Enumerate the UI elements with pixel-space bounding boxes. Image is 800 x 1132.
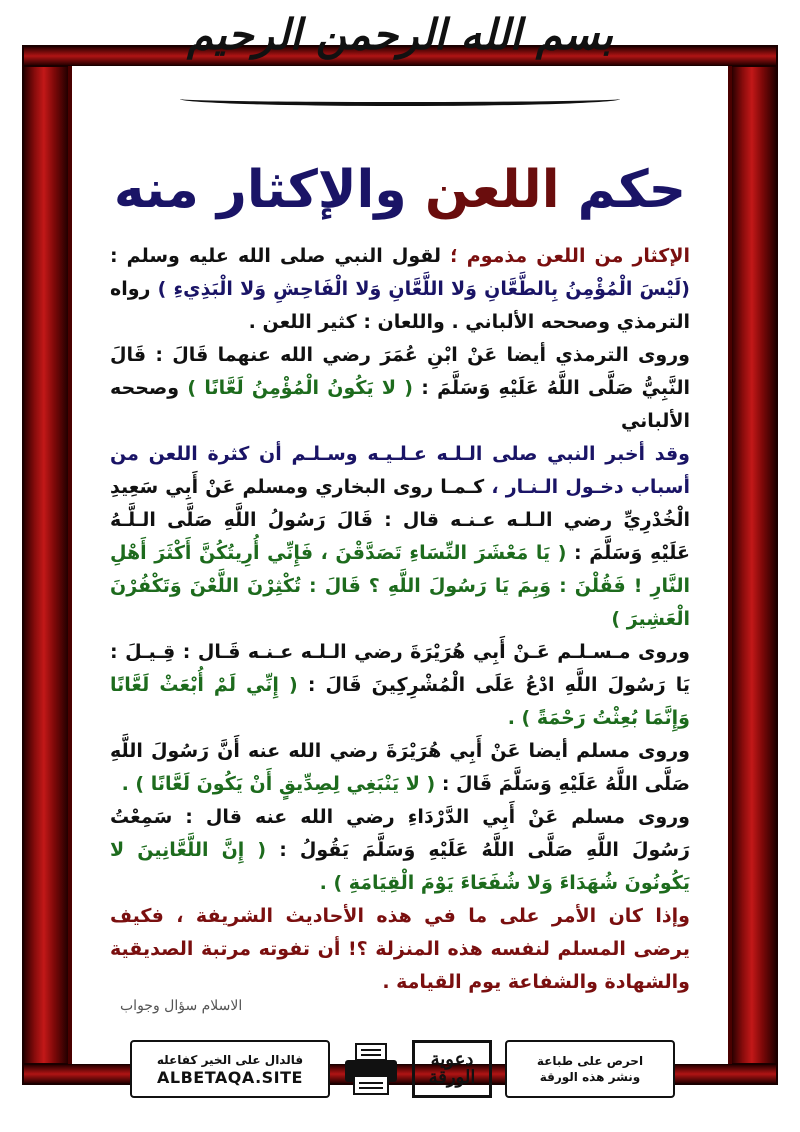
p2-end: وصححه الألباني	[110, 377, 690, 432]
article-body	[110, 240, 690, 999]
paragraph-4	[110, 636, 690, 735]
title-word-2: اللعن	[424, 160, 560, 220]
basmala-text: بسم الله الرحمن الرحيم	[187, 10, 613, 59]
p4-text: وروى مـسـلـم عَـنْ أَبِي هُرَيْرَةَ رضي الـلـه عـنـه قَـال : قِـيـلَ : يَا رَسُولَ اللَّهِ ادْعُ عَلَى الْمُشْرِكِينَ قَالَ :	[110, 641, 691, 696]
title-word-1: حكم	[577, 160, 687, 220]
page-title	[0, 160, 800, 220]
basmala-calligraphy	[0, 10, 800, 110]
source-attribution: الاسلام سؤال وجواب	[120, 998, 243, 1014]
paragraph-1	[110, 240, 690, 339]
p2-hadith: ( لا يَكُونُ الْمُؤْمِنُ لَعَّانًا )	[187, 377, 413, 399]
footer-bar	[130, 1040, 675, 1102]
p3-lead: وقد أخبر النبي صلى الـلـه عـلـيـه وسـلـم أن كثرة اللعن من أسباب دخـول الـنـار ،	[110, 443, 691, 498]
p1-hadith: (لَيْسَ الْمُؤْمِنُ بِالطَّعَّانِ وَلا اللَّعَّانِ وَلا الْفَاحِشِ وَلا الْبَذِيءِ )	[157, 278, 690, 300]
p1-lead: الإكثار من اللعن مذموم ؛	[450, 245, 690, 267]
paragraph-5	[110, 735, 690, 801]
paragraph-7	[110, 900, 690, 999]
p6-text: وروى مسلم عَنْ أَبِي الدَّرْدَاءِ رضي الله عنه قال : سَمِعْتُ رَسُولَ اللَّهِ صَلَّى اللَّهُ عَلَيْهِ وَسَلَّمَ يَقُولُ :	[110, 806, 690, 861]
footer-print-line-2: ونشر هذه الورقة	[539, 1070, 641, 1084]
footer-print-box	[505, 1040, 675, 1098]
paragraph-3	[110, 438, 690, 636]
p5-hadith: ( لا يَنْبَغِي لِصِدِّيقٍ أَنْ يَكُونَ لَعَّانًا ) .	[121, 773, 436, 795]
logo-mark: دعوية الورقة	[412, 1040, 492, 1098]
footer-proverb: فالدال على الخير كفاعله	[156, 1052, 304, 1067]
p5-text: وروى مسلم أيضا عَنْ أَبِي هُرَيْرَةَ رضي الله عنه أَنَّ رَسُولَ اللَّهِ صَلَّى اللَّهُ عَلَيْهِ وَسَلَّمَ قَالَ :	[110, 740, 690, 795]
paragraph-2	[110, 339, 690, 438]
title-word-3: والإكثار منه	[113, 160, 407, 220]
footer-print-line-1: احرص على طباعة	[536, 1054, 644, 1068]
p3-hadith: ( يَا مَعْشَرَ النِّسَاءِ تَصَدَّقْنَ ، فَإِنِّي أُرِيتُكُنَّ أَكْثَرَ أَهْلِ النَّارِ ! فَقُلْنَ : وَبِمَ يَا رَسُولَ اللَّهِ ؟ قَالَ : تُكْثِرْنَ اللَّعْنَ وَتَكْفُرْنَ الْعَشِيرَ )	[110, 542, 690, 630]
calligraphy-swoosh	[180, 92, 620, 106]
p3-text: كـمـا روى البخاري ومسلم عَنْ أَبِي سَعِيدِ الْخُدْرِيِّ رضي الـلـه عـنـه قال : قَالَ رَسُولُ اللَّهِ صَلَّى الـلَّـهُ عَلَيْهِ وَسَلَّمَ :	[110, 476, 690, 564]
footer-site-url[interactable]: ALBETAQA.SITE	[157, 1067, 303, 1087]
p4-hadith: ( إِنِّي لَمْ أُبْعَثْ لَعَّانًا وَإِنَّمَا بُعِثْتُ رَحْمَةً ) .	[110, 674, 690, 729]
p2-text: وروى الترمذي أيضا عَنْ ابْنِ عُمَرَ رضي الله عنهما قَالَ : قَالَ النَّبِيُّ صَلَّى اللَّهُ عَلَيْهِ وَسَلَّمَ :	[110, 344, 691, 399]
footer-site-box	[130, 1040, 330, 1098]
p1-end: رواه الترمذي وصححه الألباني . واللعان : كثير اللعن .	[110, 278, 690, 333]
p6-hadith: ( إِنَّ اللَّعَّانِينَ لا يَكُونُونَ شُهَدَاءَ وَلا شُفَعَاءَ يَوْمَ الْقِيَامَةِ ) .	[110, 839, 690, 894]
p7-conclusion: وإذا كان الأمر على ما في هذه الأحاديث الشريفة ، فكيف يرضى المسلم لنفسه هذه المنزلة ؟! أن تفوته مرتبة الصديقية والشهادة والشفاعة يوم القيامة .	[110, 905, 690, 993]
paragraph-6	[110, 801, 690, 900]
p1-text: لقول النبي صلى الله عليه وسلم :	[110, 245, 451, 267]
printer-icon	[342, 1042, 400, 1096]
